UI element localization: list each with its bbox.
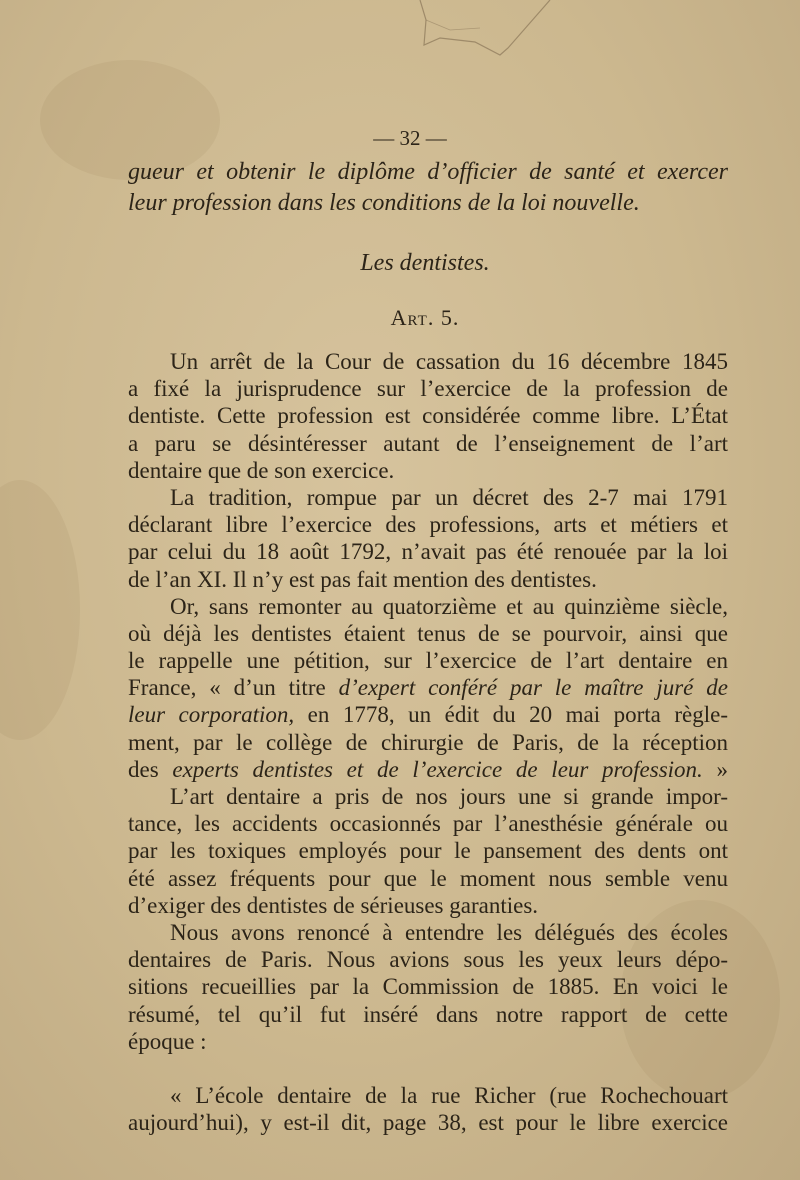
text-line [128, 756, 728, 783]
page-number: — 32 — [373, 126, 447, 150]
text-line: L’art dentaire a pris de nos jours une si grande impor- [170, 784, 728, 809]
text-line: déclarant libre l’exercice des professions, arts et métiers et [128, 512, 728, 538]
text-line: Or, sans remonter au quatorzième et au quinzième siècle, [170, 593, 728, 619]
text-line: d’exiger des dentistes de sérieuses garanties. [128, 892, 539, 918]
text-span: France, « d’un titre [128, 675, 339, 701]
text-line: par celui du 18 août 1792, n’avait pas été renouée par la loi [128, 539, 728, 565]
text-line: ment, par le collège de chirurgie de Paris, de la réception [128, 729, 728, 755]
page-tear-mark [380, 0, 600, 70]
section-title: Les dentistes. [360, 250, 490, 276]
text-line: dentaire que de son exercice. [128, 457, 395, 483]
italic-span: d’expert conféré par le maître juré de [338, 675, 728, 701]
text-line: sitions recueillies par la Commission de 1885. En voici le [128, 974, 728, 1000]
text-line: le rappelle une pétition, sur l’exercice de l’art dentaire en [128, 648, 728, 674]
text-line: dentiste. Cette profession est considérée comme libre. L’État [128, 403, 728, 429]
text-line: « L’école dentaire de la rue Richer (rue Rochechouart [170, 1082, 728, 1108]
text-line: a paru se désintéresser autant de l’enseignement de l’art [128, 430, 728, 456]
text-line: de l’an XI. Il n’y est pas fait mention des dentistes. [128, 566, 597, 592]
text-line: leur profession dans les conditions de la loi nouvelle. [128, 190, 640, 216]
intro-text [128, 157, 728, 219]
text-line: Un arrêt de la Cour de cassation du 16 décembre 1845 [170, 349, 728, 374]
text-line: tance, les accidents occasionnés par l’anesthésie générale ou [128, 811, 728, 837]
article-body [128, 348, 728, 1136]
text-line: a fixé la jurisprudence sur l’exercice de la profession de [128, 376, 728, 402]
text-line: époque : [128, 1028, 207, 1054]
text-line: aujourd’hui), y est-il dit, page 38, est pour le libre exercice [128, 1110, 728, 1136]
article-title: Art. 5. [390, 305, 460, 330]
text-span: en 1778, un édit du 20 mai porta règle- [294, 702, 728, 728]
italic-span: experts dentistes et de l’exercice de leur profession. [172, 756, 703, 782]
text-line: dentaires de Paris. Nous avions sous les yeux leurs dépo- [128, 947, 728, 973]
text-line: gueur et obtenir le diplôme d’officier de santé et exercer [128, 159, 728, 185]
italic-span: leur corporation, [128, 702, 295, 728]
text-span: des [128, 756, 173, 782]
text-line: été assez fréquents pour que le moment nous semble venu [128, 865, 728, 891]
text-line [128, 674, 728, 701]
text-line: résumé, tel qu’il fut inséré dans notre rapport de cette [128, 1001, 728, 1027]
text-span: » [702, 756, 728, 782]
text-line: Nous avons renoncé à entendre les délégués des écoles [170, 919, 728, 945]
text-line [128, 701, 728, 728]
paper-stain [0, 480, 80, 740]
text-line: par les toxiques employés pour le pansement des dents ont [128, 838, 728, 864]
text-line: où déjà les dentistes étaient tenus de se pourvoir, ainsi que [128, 620, 728, 646]
text-line: La tradition, rompue par un décret des 2-7 mai 1791 [170, 484, 728, 510]
